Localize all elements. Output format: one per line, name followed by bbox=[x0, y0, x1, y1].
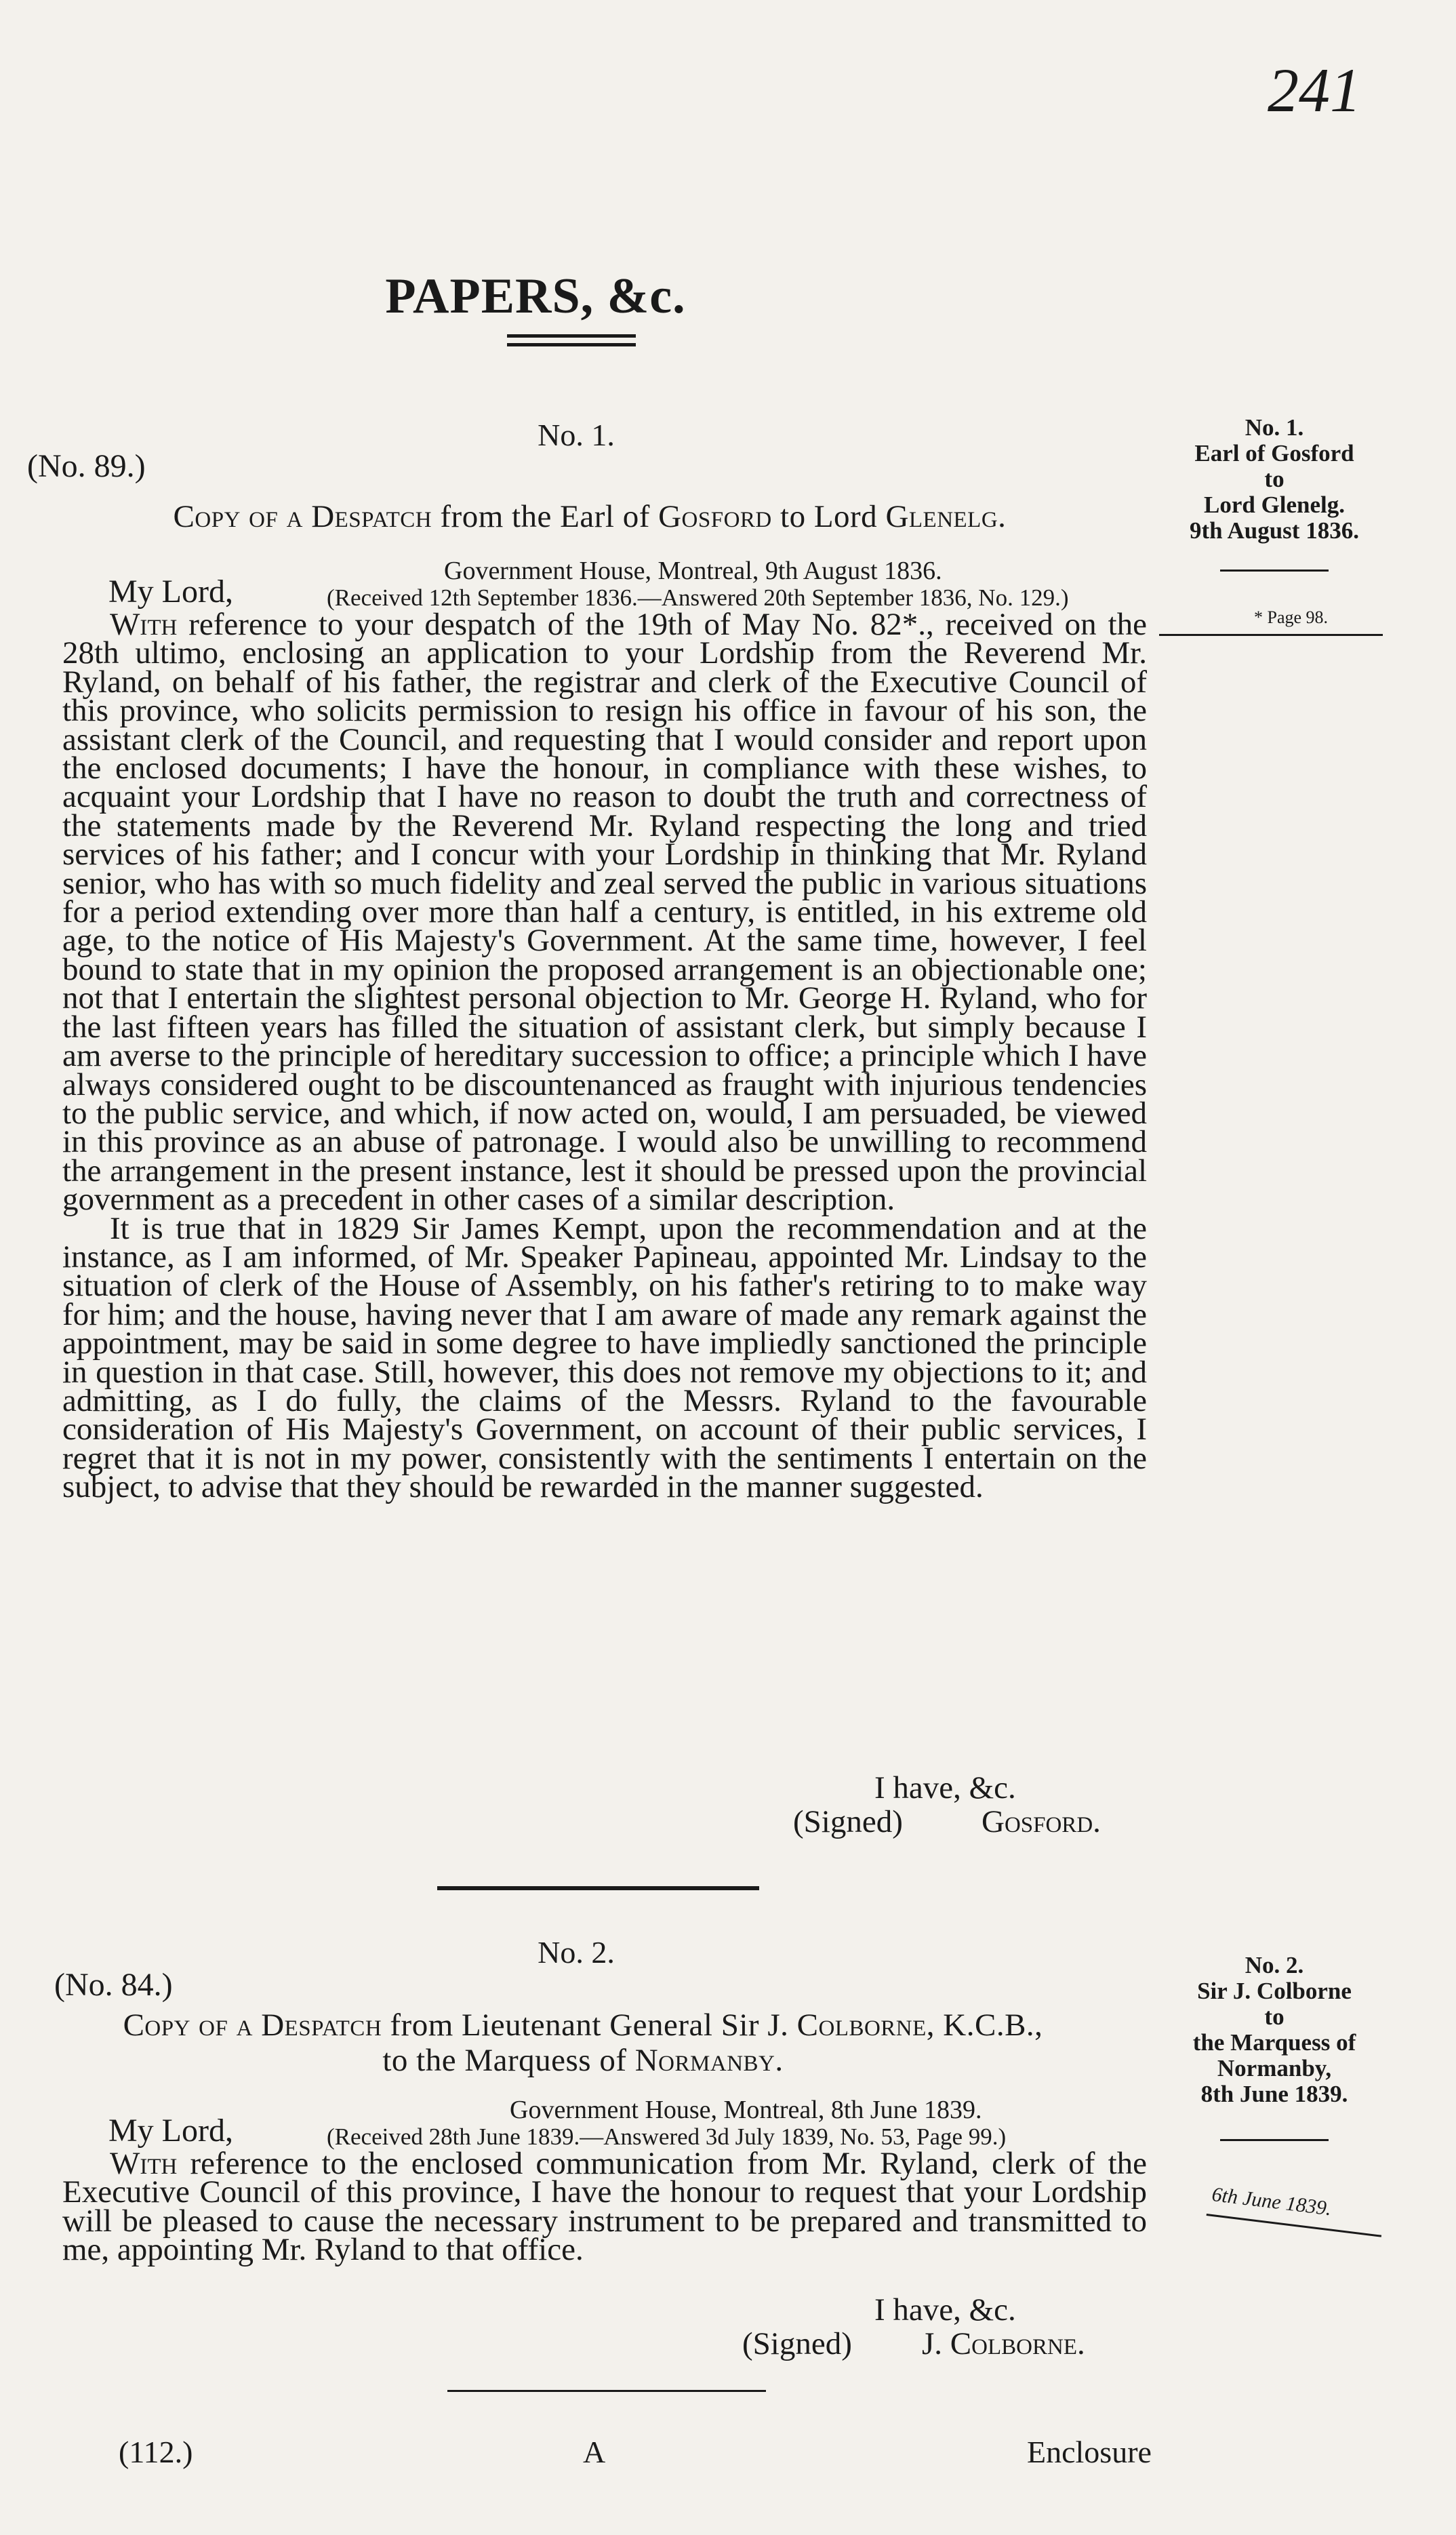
doc2-ref: (No. 84.) bbox=[54, 1967, 173, 2003]
doc2-salutation: My Lord, bbox=[108, 2113, 233, 2149]
doc1-salutation: My Lord, bbox=[108, 574, 233, 610]
doc1-closing: I have, &c. bbox=[874, 1770, 1016, 1805]
footer-sheet-number: (112.) bbox=[119, 2435, 193, 2469]
doc2-closing: I have, &c. bbox=[874, 2292, 1016, 2328]
doc2-number: No. 2. bbox=[538, 1935, 615, 1970]
doc1-address: Government House, Montreal, 9th August 1836. bbox=[444, 557, 942, 585]
doc1-margin-rule bbox=[1220, 570, 1329, 572]
doc1-margin-footnote: * Page 98. bbox=[1254, 607, 1329, 627]
title-double-rule bbox=[507, 334, 636, 346]
doc1-number: No. 1. bbox=[538, 418, 615, 452]
doc2-margin-rule bbox=[1220, 2139, 1329, 2141]
doc1-heading: Copy of a Despatch from the Earl of Gosford to Lord Glenelg. bbox=[173, 499, 1007, 534]
doc2-address: Government House, Montreal, 8th June 1839. bbox=[510, 2096, 982, 2124]
doc2-body bbox=[62, 2146, 1147, 2268]
doc1-body bbox=[62, 607, 1147, 1505]
doc1-ref: (No. 89.) bbox=[27, 448, 146, 484]
doc1-margin-note: No. 1. Earl of Gosford to Lord Glenelg. 9th August 1836. bbox=[1190, 414, 1359, 544]
doc1-received: (Received 12th September 1836.—Answered 20th September 1836, No. 129.) bbox=[327, 584, 1069, 611]
section-divider bbox=[437, 1886, 759, 1890]
doc2-handwritten-date: 6th June 1839. bbox=[1210, 2183, 1333, 2220]
closing-divider bbox=[447, 2390, 766, 2392]
doc1-signed: (Signed) bbox=[793, 1804, 903, 1839]
doc2-signature: J. Colborne. bbox=[922, 2326, 1085, 2361]
footer-signature-mark: A bbox=[583, 2435, 606, 2469]
doc1-paragraph: It is true that in 1829 Sir James Kempt, upon the recommendation and at the instance, as I am informed, of Mr. Speaker Papineau, appointed Mr. Lindsay to the situation of clerk of the House of Assembly, on his father's retiring to to make way for him; and the house, having never that I am aware of made any remark against the appointment, may be said in some degree to have impliedly sanctioned the principle in question in that case. Still, however, this does not remove my objections to it; and admitting, as I do fully, the claims of the Messrs. Ryland to the favourable consideration of His Majesty's Government, on account of their public services, I regret that it is not in my power, consistently with the sentiments I entertain on the subject, to advise that they should be rewarded in the manner suggested. bbox=[62, 1210, 1147, 1505]
doc2-paragraph: With reference to the enclosed communication from Mr. Ryland, clerk of the Executive Council of this province, I have the honour to request that your Lordship will be pleased to cause the necessary instrument to be prepared and transmitted to me, appointing Mr. Ryland to that office. bbox=[62, 2146, 1147, 2268]
page-title: PAPERS, &c. bbox=[385, 268, 686, 324]
doc1-paragraph: With reference to your despatch of the 19th of May No. 82*., received on the 28th ultimo, enclosing an application to your Lordship from the Reverend Mr. Ryland, on behalf of his father, the registrar and clerk of the Executive Council of this province, who solicits permission to resign his office in favour of his son, the assistant clerk of the Council, and requesting that I would consider and report upon the enclosed documents; I have the honour, in compliance with these wishes, to acquaint your Lordship that I have no reason to doubt the truth and correctness of the statements made by the Reverend Mr. Ryland respecting the long and tried services of his father; and I concur with your Lordship in thinking that Mr. Ryland senior, who has with so much fidelity and zeal served the public in various situations for a period extending over more than half a century, is entitled, in his extreme old age, to the notice of His Majesty's Government. At the same time, however, I feel bound to state that in my opinion the proposed arrangement is an objectionable one; not that I entertain the slightest personal objection to Mr. George H. Ryland, who for the last fifteen years has filled the situation of assistant clerk, but simply because I am averse to the principle of hereditary succession to office; a principle which I have always considered ought to be discountenanced as fraught with injurious tendencies to the public service, and which, if now acted on, would, I am persuaded, be viewed in this province as an abuse of patronage. I would also be unwilling to recommend the arrangement in the present instance, lest it should be pressed upon the provincial government as a precedent in other cases of a similar description. bbox=[62, 607, 1147, 1218]
doc2-margin-note: No. 2. Sir J. Colborne to the Marquess of Normanby, 8th June 1839. bbox=[1192, 1952, 1356, 2107]
doc2-received: (Received 28th June 1839.—Answered 3d July 1839, No. 53, Page 99.) bbox=[327, 2123, 1007, 2150]
folio-number: 241 bbox=[1268, 56, 1361, 125]
doc2-handwritten-rule bbox=[1207, 2214, 1381, 2237]
footer-catchword: Enclosure bbox=[1027, 2435, 1152, 2469]
doc1-footnote-rule bbox=[1159, 634, 1383, 636]
doc2-heading-line1: Copy of a Despatch from Lieutenant General Sir J. Colborne, K.C.B., bbox=[123, 2008, 1043, 2043]
doc2-heading-line2: to the Marquess of Normanby. bbox=[382, 2043, 784, 2078]
doc1-signature: Gosford. bbox=[982, 1804, 1101, 1839]
doc2-signed: (Signed) bbox=[742, 2326, 852, 2361]
